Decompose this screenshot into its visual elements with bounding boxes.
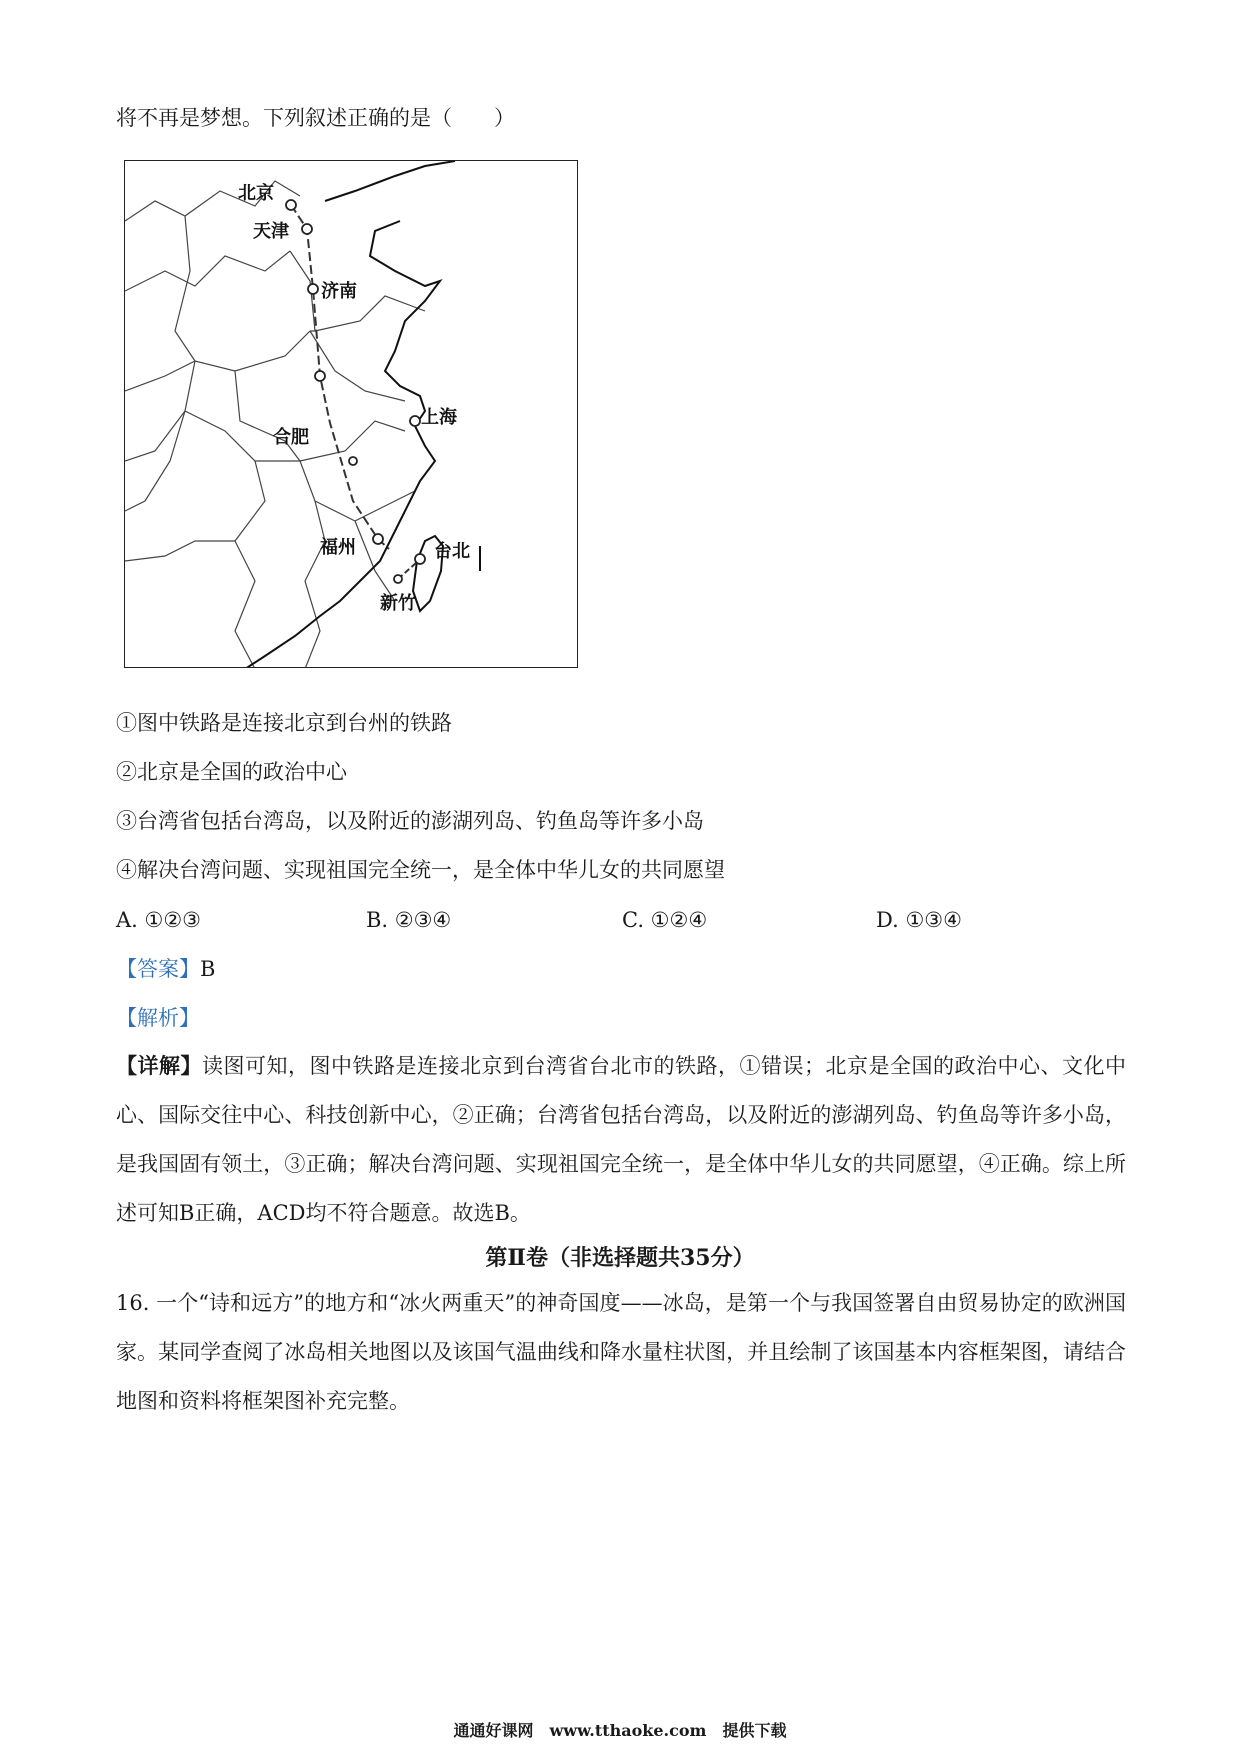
option-a: A. ①②③ (116, 908, 201, 932)
statement-4: ④解决台湾问题、实现祖国完全统一，是全体中华儿女的共同愿望 (116, 858, 725, 882)
city-label-beijing: 北京 (238, 183, 274, 204)
option-b: B. ②③④ (366, 908, 452, 932)
section-heading: 第Ⅱ卷（非选择题共35分） (485, 1245, 755, 1271)
answer-line (116, 954, 215, 984)
city-label-xinzhu: 新竹 (380, 593, 416, 614)
detail-paragraph (116, 1041, 1126, 1238)
detail-text: 读图可知，图中铁路是连接北京到台湾省台北市的铁路，①错误；北京是全国的政治中心、文化中心、国际交往中心、科技创新中心，②正确；台湾省包括台湾岛，以及附近的澎湖列岛、钓鱼岛等许多小岛，是我国固有领土，③正确；解决台湾问题、实现祖国完全统一，是全体中华儿女的共同愿望，④正确。综上所述可知B正确，ACD均不符合题意。故选B。 (116, 1054, 1126, 1225)
option-c: C. ①②④ (622, 908, 708, 932)
statement-1: ①图中铁路是连接北京到台州的铁路 (116, 711, 452, 735)
city-label-jinan: 济南 (321, 281, 357, 302)
question-stem: 将不再是梦想。下列叙述正确的是（ ） (116, 106, 515, 130)
railway-map (124, 160, 578, 668)
city-label-taibei: 台北 (434, 541, 470, 562)
statement-3: ③台湾省包括台湾岛，以及附近的澎湖列岛、钓鱼岛等许多小岛 (116, 809, 704, 833)
analysis-label: 【解析】 (116, 1006, 200, 1030)
detail-label: 【详解】 (116, 1053, 202, 1078)
city-label-fuzhou: 福州 (320, 537, 356, 558)
question-16: 16. 一个“诗和远方”的地方和“冰火两重天”的神奇国度——冰岛，是第一个与我国签署自由贸易协定的欧洲国家。某同学查阅了冰岛相关地图以及该国气温曲线和降水量柱状图，并且绘制了该国基本内容框架图，请结合地图和资料将框架图补充完整。 (116, 1291, 1126, 1413)
answer-value: B (200, 957, 216, 981)
statement-2: ②北京是全国的政治中心 (116, 760, 347, 784)
city-label-shanghai: 上海 (421, 407, 457, 428)
option-d: D. ①③④ (876, 908, 962, 932)
answer-label: 【答案】 (116, 957, 200, 981)
city-label-tianjin: 天津 (253, 221, 289, 242)
map-drawing (125, 161, 578, 668)
city-label-hefei: 合肥 (273, 427, 309, 448)
footer: 通通好课网 www.tthaoke.com 提供下载 (453, 1721, 787, 1740)
